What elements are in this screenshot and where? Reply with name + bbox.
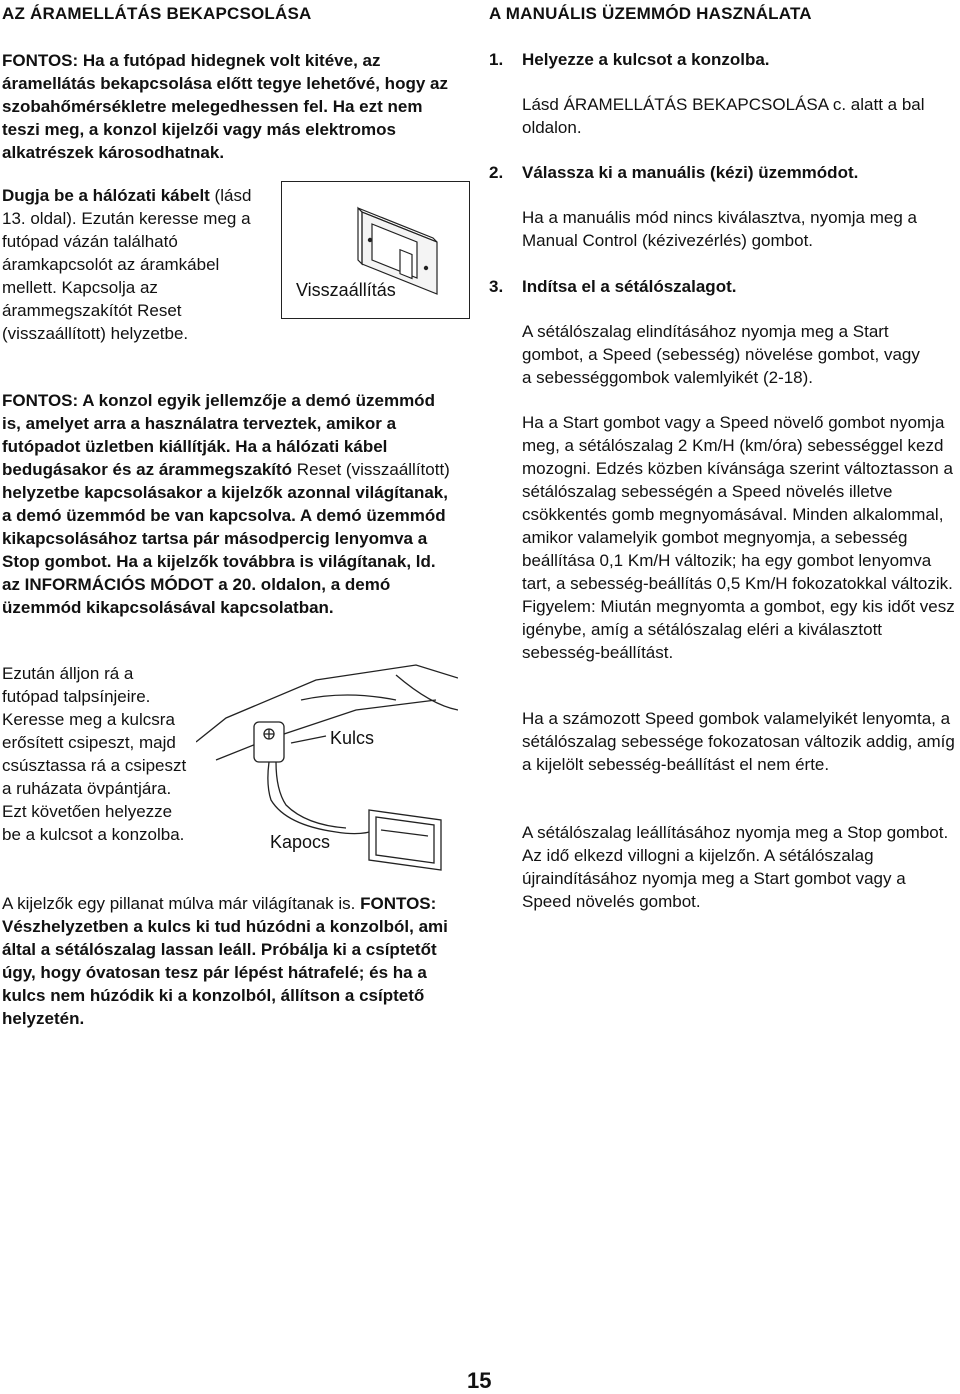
reset-switch-figure <box>281 181 470 319</box>
kulcs-caption: Kulcs <box>330 728 375 748</box>
step-3-text: A sétálószalag elindításához nyomja meg a Start gombot, a Speed (sebesség) növelése gombot, vagy a sebességgombok valemlyikét (2-18). <box>522 322 920 387</box>
key-instructions: Ezután álljon rá a futópad talpsínjeire. Keresse meg a kulcsra erősített csipeszt, majd csúsztassa rá a csipeszt a ruházata övpántjára. Ezt követően helyezze be a kulcsot a konzolba. <box>2 664 187 844</box>
plug-instructions-rest: (lásd 13. oldal). Ezután keresse meg a futópad vázán található áramkapcsolót az áramkábel mellett. Kapcsolja az árammegszakítót Reset (visszaállított) helyzetbe. <box>2 186 252 343</box>
left-heading: AZ ÁRAMELLÁTÁS BEKAPCSOLÁSA <box>2 4 312 23</box>
reset-caption: Visszaállítás <box>296 280 396 300</box>
key-clip-illustration <box>196 660 458 888</box>
key-emergency-note <box>2 892 457 1030</box>
demo-mode-note-part-a: FONTOS: A konzol egyik jellemzője a demó üzemmód is, amelyet arra a használatra terveztek, amikor a futópadot üzletben kiállítják. Ha a hálózati kábel bedugásakor és az árammegszakító <box>2 391 435 479</box>
speed-change-text: Ha a Start gombot vagy a Speed növelő gombot nyomja meg, a sétálószalag 2 Km/H (km/óra) sebességgel kezd mozogni. Edzés közben kívánsága szerint változtasson a sétálószalag sebességén a Speed növelés illetve csökkentés gomb megnyomásával. Minden alkalommal, amikor valamelyik gombot megnyomja, a sebesség beállítása 0,1 Km/H változik; ha egy gombot lenyomva tart, a sebesség-beállítás 0,5 Km/H fokozatokkal változik. Figyelem: Miután megnyomta a gombot, egy kis időt vesz igénybe, amíg a sétálószalag eléri a kiválasztott sebesség-beállítást. <box>522 413 955 662</box>
demo-mode-note-reset: Reset (visszaállított) <box>296 460 450 479</box>
key-clip-figure <box>196 660 458 888</box>
key-emergency-note-important: FONTOS: Vészhelyzetben a kulcs ki tud húzódni a konzolból, ami által a sétálószalag lassan leáll. Próbálja ki a csíptetőt úgy, hogy óvatosan tesz pár lépést hátrafelé; és ha a kulcs nem húzódik ki a konzolból, állítson a csíptető helyzetén. <box>2 894 448 1028</box>
step-3-label: Indítsa el a sétálószalagot. <box>522 277 737 296</box>
step-1-label: Helyezze a kulcsot a konzolba. <box>522 50 770 69</box>
page-number: 15 <box>467 1368 492 1393</box>
plug-instructions <box>2 184 260 345</box>
right-heading: A MANUÁLIS ÜZEMMÓD HASZNÁLATA <box>489 4 812 23</box>
important-cold-note: FONTOS: Ha a futópad hidegnek volt kitéve, az áramellátás bekapcsolása előtt tegye lehetővé, hogy az szobahőmérsékletre melegedhessen fel. Ha ezt nem teszi meg, a konzol kijelzői vagy más elektromos alkatrészek károsodhatnak. <box>2 51 448 162</box>
numbered-speed-text: Ha a számozott Speed gombok valamelyikét lenyomta, a sétálószalag sebessége fokozatosan változik addig, amíg a kijelölt sebesség-beállítást el nem érte. <box>522 709 955 774</box>
step-2-number: 2. <box>489 163 504 182</box>
step-3-number: 3. <box>489 277 504 296</box>
plug-instructions-bold: Dugja be a hálózati kábelt <box>2 186 210 205</box>
demo-mode-note <box>2 389 457 619</box>
step-2-text: Ha a manuális mód nincs kiválasztva, nyomja meg a Manual Control (kézivezérlés) gombot. <box>522 208 917 250</box>
kapocs-caption: Kapocs <box>270 832 331 852</box>
step-1-number: 1. <box>489 50 504 69</box>
key-emergency-note-intro: A kijelzők egy pillanat múlva már világítanak is. <box>2 894 356 913</box>
demo-mode-note-part-b: helyzetbe kapcsolásakor a kijelzők azonnal világítanak, a demó üzemmód be van kapcsolva. A demó üzemmód kikapcsolásához tartsa pár másodpercig lenyomva a Stop gombot. Ha a kijelzők továbbra is világítanak, ld. az INFORMÁCIÓS MÓDOT a 20. oldalon, a demó üzemmód kikapcsolásával kapcsolatban. <box>2 483 448 617</box>
step-2-label: Válassza ki a manuális (kézi) üzemmódot. <box>522 163 859 182</box>
stop-text: A sétálószalag leállításához nyomja meg a Stop gombot. Az idő elkezd villogni a kijelzőn. A sétálószalag újraindításához nyomja meg a Start gombot vagy a Speed növelés gombot. <box>522 823 949 911</box>
step-1-text: Lásd ÁRAMELLÁTÁS BEKAPCSOLÁSA c. alatt a bal oldalon. <box>522 95 925 137</box>
